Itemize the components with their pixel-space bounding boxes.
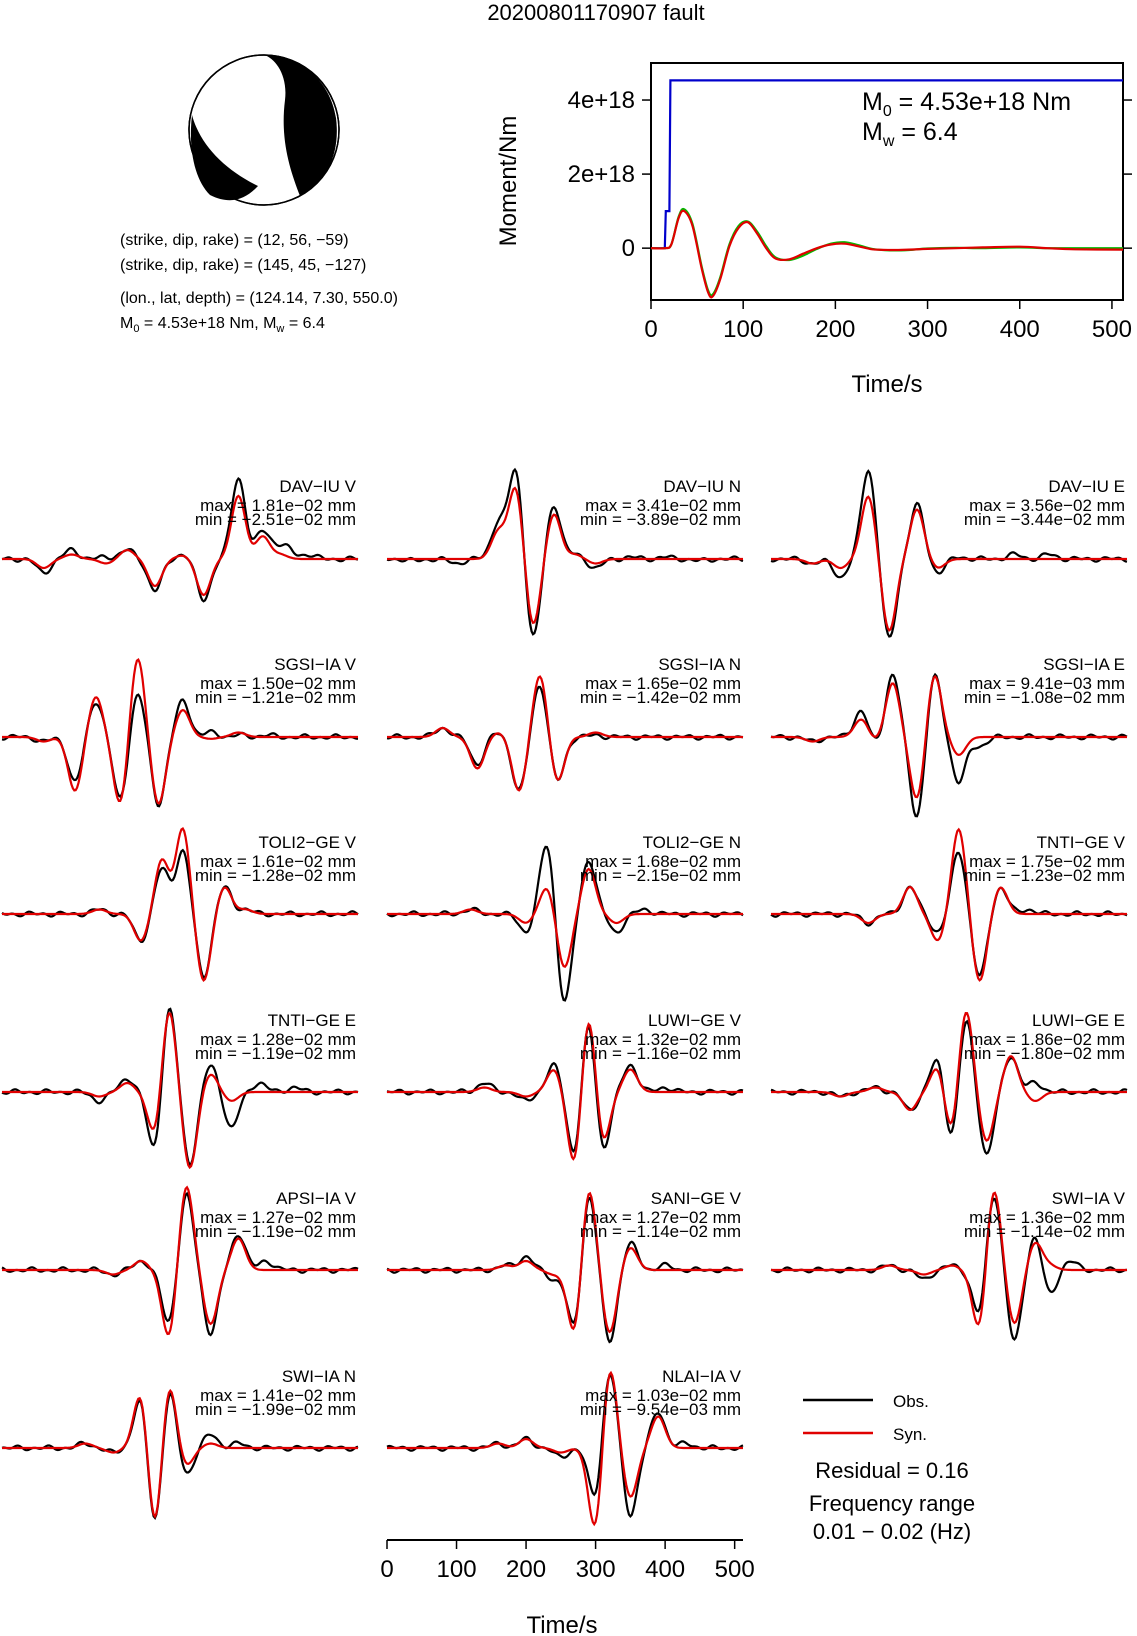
station-label: SANI−GE V	[650, 1189, 741, 1208]
min-amplitude-label: min = −1.19e−02 mm	[194, 1044, 356, 1063]
max-amplitude-label: max = 1.86e−02 mm	[969, 1030, 1125, 1049]
station-label: SGSI−IA E	[1043, 655, 1125, 674]
waveform-panel	[771, 655, 1127, 816]
max-amplitude-label: max = 1.61e−02 mm	[200, 852, 356, 871]
min-amplitude-label: min = −1.16e−02 mm	[579, 1044, 741, 1063]
station-label: SGSI−IA V	[274, 655, 356, 674]
waveform-time-axis	[380, 1540, 754, 1636]
moment-ylabel: Moment/Nm	[495, 115, 522, 247]
moment-xtick-label: 400	[999, 316, 1040, 343]
moment-xtick-label: 200	[815, 316, 856, 343]
station-label: DAV−IU V	[279, 477, 356, 496]
max-amplitude-label: max = 1.41e−02 mm	[200, 1386, 356, 1405]
min-amplitude-label: min = −2.15e−02 mm	[579, 866, 741, 885]
min-amplitude-label: min = −2.51e−02 mm	[194, 510, 356, 529]
station-label: SWI−IA N	[281, 1367, 356, 1386]
waveform-panel	[387, 1367, 743, 1524]
waveform-panel	[387, 1189, 743, 1342]
waveform-panel	[2, 1187, 358, 1335]
legend	[803, 1392, 975, 1544]
max-amplitude-label: max = 3.41e−02 mm	[585, 496, 741, 515]
station-label: TOLI2−GE V	[258, 833, 356, 852]
max-amplitude-label: max = 1.50e−02 mm	[200, 674, 356, 693]
max-amplitude-label: max = 3.56e−02 mm	[969, 496, 1125, 515]
moment-xtick-label: 0	[644, 316, 658, 343]
moment-ytick-label: 4e+18	[567, 87, 635, 115]
waveform-xtick-label: 300	[575, 1556, 616, 1583]
waveform-panel	[771, 471, 1127, 636]
waveform-xtick-label: 500	[714, 1556, 755, 1583]
min-amplitude-label: min = −3.89e−02 mm	[579, 510, 741, 529]
frequency-range-title: Frequency range	[808, 1491, 976, 1516]
moment-annot-m0: $M_0 = 4.53e+18$ Nm	[862, 88, 1072, 120]
station-label: DAV−IU N	[663, 477, 741, 496]
waveform-panel	[387, 470, 743, 635]
plane1-text: (strike, dip, rake) = (12, 56, −59)	[120, 232, 349, 249]
min-amplitude-label: min = −1.19e−02 mm	[194, 1222, 356, 1241]
moment-magnitude-text: $M_0 = 4.53e+18$ Nm, $M_w = 6.4$	[120, 315, 325, 335]
max-amplitude-label: max = 1.75e−02 mm	[969, 852, 1125, 871]
waveform-panel	[2, 477, 358, 601]
waveform-grid	[2, 470, 1127, 1525]
waveform-panel	[387, 1011, 743, 1159]
station-label: APSI−IA V	[276, 1189, 356, 1208]
max-amplitude-label: max = 9.41e−03 mm	[969, 674, 1125, 693]
station-label: DAV−IU E	[1048, 477, 1125, 496]
moment-xtick-label: 500	[1091, 316, 1132, 343]
moment-xtick-label: 100	[723, 316, 764, 343]
waveform-xtick-label: 200	[506, 1556, 547, 1583]
waveform-panel	[771, 1011, 1127, 1154]
min-amplitude-label: min = −1.42e−02 mm	[579, 688, 741, 707]
waveform-panel	[2, 655, 358, 806]
station-label: TNTI−GE E	[267, 1011, 356, 1030]
max-amplitude-label: max = 1.03e−02 mm	[585, 1386, 741, 1405]
waveform-xtick-label: 0	[380, 1556, 394, 1583]
max-amplitude-label: max = 1.32e−02 mm	[585, 1030, 741, 1049]
plane2-text: (strike, dip, rake) = (145, 45, −127)	[120, 257, 367, 274]
legend-obs-label: Obs.	[893, 1392, 929, 1411]
max-amplitude-label: max = 1.68e−02 mm	[585, 852, 741, 871]
max-amplitude-label: max = 1.28e−02 mm	[200, 1030, 356, 1049]
min-amplitude-label: min = −1.28e−02 mm	[194, 866, 356, 885]
focal-mechanism-beachball	[189, 55, 339, 205]
waveform-panel	[771, 830, 1127, 981]
waveform-panel	[2, 1367, 358, 1518]
max-amplitude-label: max = 1.27e−02 mm	[585, 1208, 741, 1227]
max-amplitude-label: max = 1.36e−02 mm	[969, 1208, 1125, 1227]
waveform-panel	[2, 829, 358, 981]
moment-ytick-label: 2e+18	[567, 161, 635, 189]
station-label: SWI−IA V	[1051, 1189, 1125, 1208]
station-label: LUWI−GE V	[647, 1011, 741, 1030]
frequency-range-value: 0.01 − 0.02 (Hz)	[812, 1519, 972, 1544]
min-amplitude-label: min = −9.54e−03 mm	[579, 1400, 741, 1419]
station-label: TNTI−GE V	[1036, 833, 1125, 852]
waveform-panel	[387, 833, 743, 1000]
waveform-panel	[2, 1009, 358, 1168]
min-amplitude-label: min = −1.21e−02 mm	[194, 688, 356, 707]
moment-plot	[495, 63, 1132, 398]
waveform-xtick-label: 400	[645, 1556, 686, 1583]
min-amplitude-label: min = −1.14e−02 mm	[579, 1222, 741, 1241]
moment-annot-mw: $M_w = 6.4$	[862, 118, 958, 150]
moment-rate-obs-line	[651, 209, 1123, 295]
station-label: LUWI−GE E	[1031, 1011, 1125, 1030]
waveform-xlabel: Time/s	[526, 1612, 598, 1636]
moment-xtick-label: 300	[907, 316, 948, 343]
moment-ytick-label: 0	[621, 235, 635, 263]
min-amplitude-label: min = −1.80e−02 mm	[963, 1044, 1125, 1063]
figure-title: 20200801170907 fault	[487, 0, 705, 25]
station-label: TOLI2−GE N	[642, 833, 741, 852]
moment-xlabel: Time/s	[851, 371, 923, 398]
residual-text: Residual = 0.16	[815, 1458, 969, 1483]
min-amplitude-label: min = −1.99e−02 mm	[194, 1400, 356, 1419]
min-amplitude-label: min = −3.44e−02 mm	[963, 510, 1125, 529]
waveform-panel	[387, 655, 743, 790]
station-label: NLAI−IA V	[662, 1367, 741, 1386]
min-amplitude-label: min = −1.08e−02 mm	[963, 688, 1125, 707]
legend-syn-label: Syn.	[893, 1425, 928, 1444]
station-label: SGSI−IA N	[658, 655, 741, 674]
min-amplitude-label: min = −1.23e−02 mm	[963, 866, 1125, 885]
location-text: (lon., lat, depth) = (124.14, 7.30, 550.0)	[120, 290, 398, 307]
max-amplitude-label: max = 1.81e−02 mm	[200, 496, 356, 515]
waveform-xtick-label: 100	[436, 1556, 477, 1583]
max-amplitude-label: max = 1.65e−02 mm	[585, 674, 741, 693]
max-amplitude-label: max = 1.27e−02 mm	[200, 1208, 356, 1227]
moment-rate-syn-line	[651, 211, 1123, 298]
waveform-panel	[771, 1189, 1127, 1339]
min-amplitude-label: min = −1.14e−02 mm	[963, 1222, 1125, 1241]
